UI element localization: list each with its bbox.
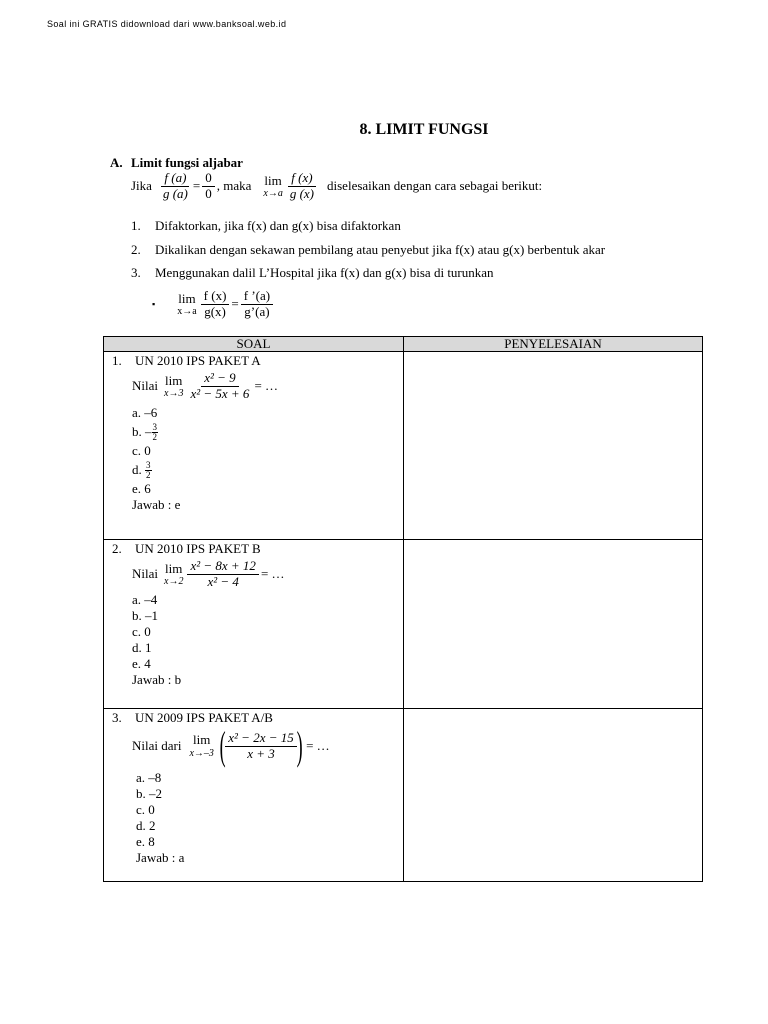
- question-2-title: [104, 540, 403, 557]
- intro-eq: =: [192, 178, 201, 194]
- hospital-lim-text: lim: [178, 290, 196, 306]
- option-d: d. 2: [136, 818, 156, 833]
- section-label: A.: [110, 155, 123, 170]
- section-heading: Limit fungsi aljabar: [131, 155, 243, 170]
- question-2-source: UN 2010 IPS PAKET B: [135, 541, 261, 556]
- question-1-tail: = …: [254, 378, 279, 394]
- intro-tail: diselesaikan dengan cara sebagai berikut:: [327, 178, 543, 194]
- hospital-fpa: f ’(a): [241, 289, 273, 305]
- table-header-row: [104, 337, 703, 352]
- right-paren: ): [296, 723, 303, 768]
- hospital-eq: =: [231, 296, 239, 312]
- option-c: c. 0: [132, 442, 151, 458]
- option-e: e. 8: [136, 834, 155, 849]
- question-1-source: UN 2010 IPS PAKET A: [135, 353, 261, 368]
- intro-lim: [263, 174, 282, 199]
- option-e: e. 4: [132, 655, 151, 671]
- question-2-denom: x² − 4: [207, 573, 239, 589]
- question-1-num: 1.: [112, 353, 122, 368]
- option-a: a. –6: [132, 404, 158, 420]
- question-1-lim-sub: x→3: [164, 388, 184, 400]
- question-1-frac: [187, 371, 252, 402]
- question-3-num: 3.: [112, 710, 122, 725]
- intro-fa: f (a): [161, 171, 189, 187]
- question-1-options: [104, 405, 403, 513]
- option-d-text: d.: [132, 461, 145, 477]
- question-3-lim-sub: x→–3: [189, 747, 214, 759]
- question-2-tail: = …: [260, 566, 285, 582]
- intro-zero-den: 0: [205, 185, 212, 201]
- intro-frac-fx-gx: [287, 171, 317, 202]
- hospital-frac-left: [201, 289, 230, 320]
- hospital-lim: [177, 292, 196, 317]
- method-2-text: Dikalikan dengan sekawan pembilang atau penyebut jika f(x) atau g(x) berbentuk akar: [155, 242, 606, 257]
- option-c: c. 0: [136, 802, 155, 817]
- question-3-denom: x + 3: [247, 745, 275, 761]
- question-2-num: 2.: [112, 541, 122, 556]
- option-d: [132, 459, 403, 481]
- question-2-numer: x² − 8x + 12: [187, 559, 258, 575]
- question-1-cell: [104, 352, 404, 540]
- header-penyelesaian: PENYELESAIAN: [404, 337, 703, 352]
- question-2-cell: [104, 540, 404, 709]
- page-title: 8. LIMIT FUNGSI: [359, 121, 489, 138]
- intro-lim-text: lim: [264, 172, 282, 188]
- option-b: b. –2: [136, 786, 162, 801]
- questions-table: [103, 336, 703, 882]
- hospital-gx: g(x): [204, 303, 226, 319]
- option-a: a. –4: [132, 591, 158, 607]
- option-d: d. 1: [132, 639, 152, 655]
- option-a: a. –8: [136, 770, 162, 785]
- question-1-title: [104, 352, 403, 369]
- question-2-frac: [187, 559, 258, 590]
- header-note: Soal ini GRATIS didownload dari www.banksoal.web.id: [47, 19, 287, 29]
- question-3-lim-text: lim: [193, 732, 211, 748]
- question-1-answer: Jawab : e: [132, 496, 181, 512]
- hospital-gpa: g’(a): [244, 303, 270, 319]
- intro-ga: g (a): [162, 185, 188, 201]
- question-3-frac: [225, 731, 296, 762]
- option-d-frac-den: 2: [146, 470, 151, 481]
- option-b-frac-num: 3: [152, 422, 157, 433]
- question-3-options: [104, 770, 403, 866]
- option-b-text: b. –: [132, 423, 152, 439]
- question-2-answer: Jawab : b: [132, 671, 182, 687]
- question-3-answer: Jawab : a: [136, 850, 185, 865]
- question-3-source: UN 2009 IPS PAKET A/B: [135, 710, 273, 725]
- header-soal: SOAL: [104, 337, 404, 352]
- intro-frac-fa-ga: [160, 171, 191, 202]
- question-3-tail: = …: [306, 738, 330, 753]
- method-3-num: 3.: [131, 265, 141, 280]
- question-3-title: [104, 709, 403, 726]
- method-3-text: Menggunakan dalil L’Hospital jika f(x) dan g(x) bisa di turunkan: [155, 265, 494, 280]
- option-b-frac-den: 2: [152, 432, 157, 443]
- option-b-frac: [152, 423, 159, 442]
- option-c: c. 0: [132, 623, 151, 639]
- question-1-numer: x² − 9: [201, 371, 238, 387]
- question-1-nilai: Nilai: [132, 378, 158, 394]
- question-2-answer-cell: [404, 540, 703, 709]
- intro-lim-sub: x→a: [263, 188, 283, 200]
- bullet-icon: ▪: [152, 299, 156, 310]
- question-2-lim: [164, 562, 183, 587]
- question-2-lim-sub: x→2: [164, 576, 184, 588]
- option-d-frac-num: 3: [146, 460, 151, 471]
- question-3-cell: [104, 709, 404, 882]
- hospital-fx: f (x): [201, 289, 230, 305]
- table-row: [104, 352, 703, 540]
- question-3-formula: [104, 723, 403, 768]
- option-b: [132, 421, 403, 443]
- intro-zero-num: 0: [202, 171, 215, 187]
- question-2-options: [104, 592, 403, 688]
- question-2-nilai: Nilai: [132, 566, 158, 582]
- question-2-lim-text: lim: [165, 560, 183, 576]
- question-1-denom: x² − 5x + 6: [190, 385, 250, 401]
- method-1-text: Difaktorkan, jika f(x) dan g(x) bisa difaktorkan: [155, 218, 401, 233]
- hospital-formula: [152, 289, 275, 320]
- intro-gx: g (x): [289, 185, 315, 201]
- method-2-num: 2.: [131, 242, 141, 257]
- question-3-answer-cell: [404, 709, 703, 882]
- question-3-numer: x² − 2x − 15: [225, 731, 296, 747]
- question-2-formula: [104, 559, 403, 590]
- question-1-lim: [164, 374, 183, 399]
- intro-line: [131, 171, 542, 202]
- left-paren: (: [219, 723, 226, 768]
- intro-maka: , maka: [216, 178, 252, 194]
- option-d-frac: [145, 461, 152, 480]
- question-1-lim-text: lim: [165, 372, 183, 388]
- question-3-lim: [189, 733, 213, 758]
- hospital-lim-sub: x→a: [177, 306, 197, 318]
- option-e: e. 6: [132, 480, 151, 496]
- hospital-frac-right: [241, 289, 273, 320]
- intro-fx: f (x): [288, 171, 315, 187]
- intro-jika: Jika: [131, 178, 152, 194]
- table-row: [104, 709, 703, 882]
- method-1-num: 1.: [131, 218, 141, 233]
- option-b: b. –1: [132, 607, 158, 623]
- table-row: [104, 540, 703, 709]
- question-1-formula: [104, 371, 403, 402]
- question-1-answer-cell: [404, 352, 703, 540]
- question-3-nilai: Nilai dari: [132, 738, 182, 753]
- intro-frac-zero: [202, 171, 215, 202]
